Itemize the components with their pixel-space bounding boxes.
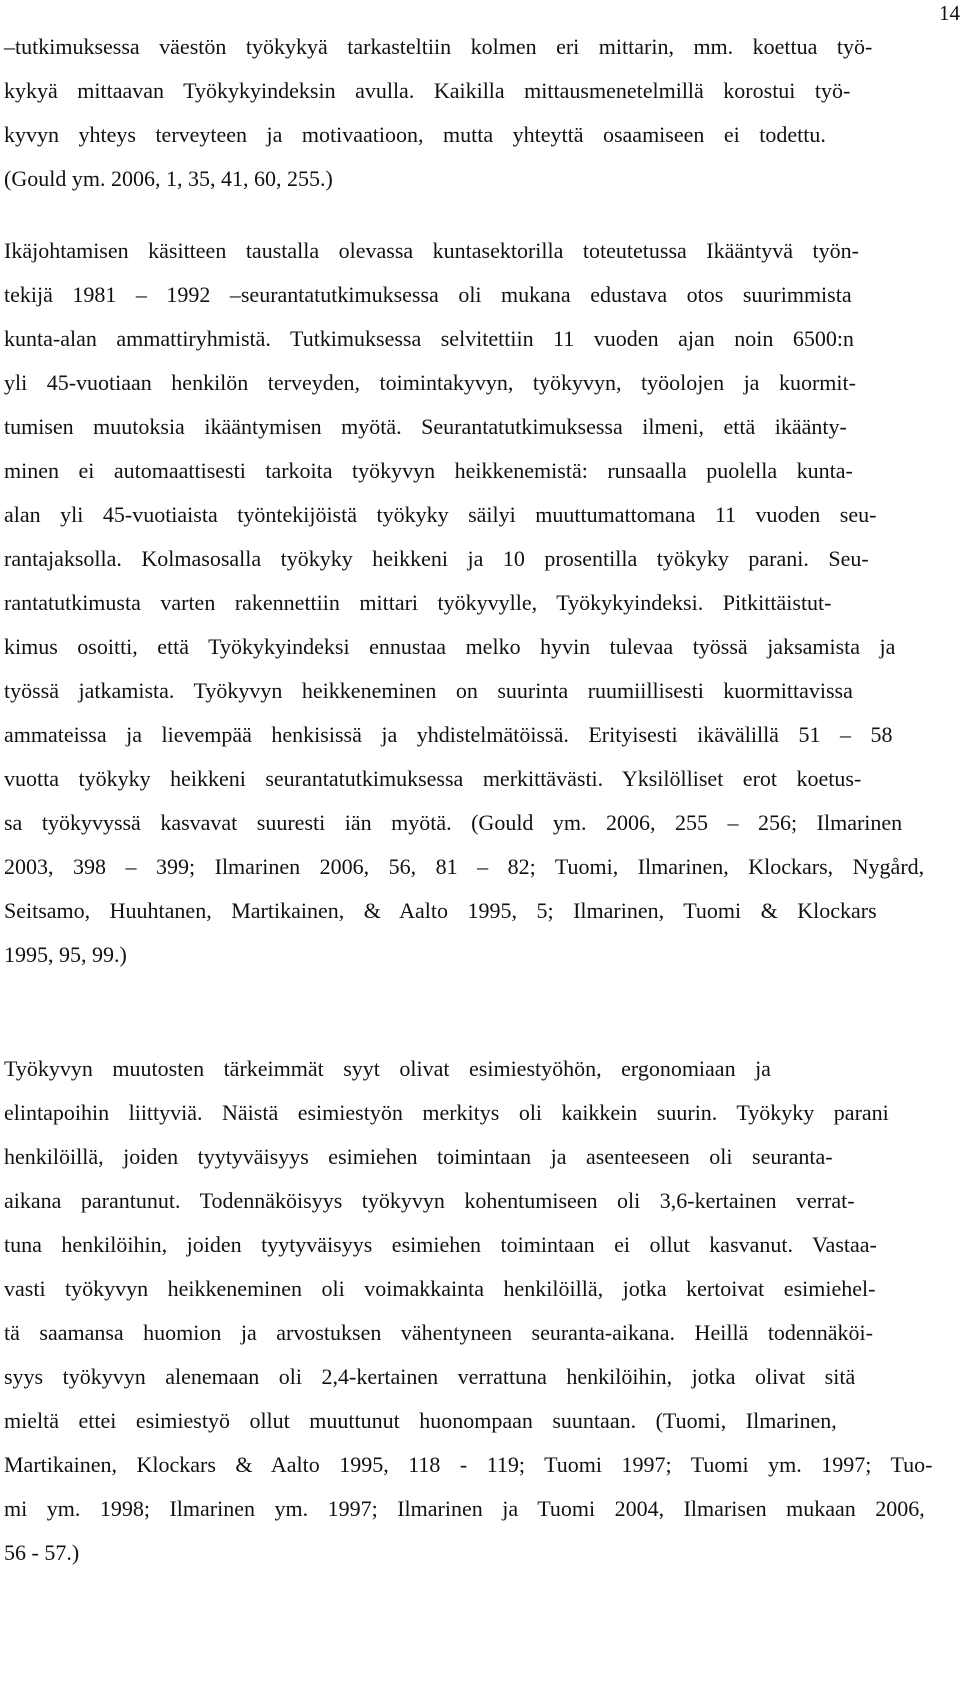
text-line: 1995, 95, 99.) xyxy=(4,942,127,967)
text-line: Seitsamo, Huuhtanen, Martikainen, & Aalto 1995, 5; Ilmarinen, Tuomi & Klockars xyxy=(4,898,877,923)
text-line: vuotta työkyky heikkeni seurantatutkimuksessa merkittävästi. Yksilölliset erot koetus- xyxy=(4,766,862,791)
text-line: mieltä ettei esimiestyö ollut muuttunut huonompaan suuntaan. (Tuomi, Ilmarinen, xyxy=(4,1408,837,1433)
text-line: työssä jatkamista. Työkyvyn heikkeneminen on suurinta ruumiillisesti kuormittavissa xyxy=(4,678,853,703)
page-number: 14 xyxy=(939,1,960,25)
text-line: rantatutkimusta varten rakennettiin mittari työkyvylle, Työkykyindeksi. Pitkittäistut- xyxy=(4,590,832,615)
paragraph-3 xyxy=(4,1047,932,1575)
text-line: kykyä mittaavan Työkykyindeksin avulla. Kaikilla mittausmenetelmillä korostui työ- xyxy=(4,78,851,103)
paragraph-1 xyxy=(4,25,872,201)
paragraph-2 xyxy=(4,229,924,977)
text-line: alan yli 45-vuotiaista työntekijöistä työkyky säilyi muuttumattomana 11 vuoden seu- xyxy=(4,502,877,527)
text-line: minen ei automaattisesti tarkoita työkyvyn heikkenemistä: runsaalla puolella kunta- xyxy=(4,458,853,483)
text-line: kimus osoitti, että Työkykyindeksi ennustaa melko hyvin tulevaa työssä jaksamista ja xyxy=(4,634,896,659)
text-line: syys työkyvyn alenemaan oli 2,4-kertainen verrattuna henkilöihin, jotka olivat sitä xyxy=(4,1364,856,1389)
text-line: kunta-alan ammattiryhmistä. Tutkimuksessa selvitettiin 11 vuoden ajan noin 6500:n xyxy=(4,326,854,351)
text-line: 2003, 398 – 399; Ilmarinen 2006, 56, 81 – 82; Tuomi, Ilmarinen, Klockars, Nygård, xyxy=(4,854,925,879)
text-line: sa työkyvyssä kasvavat suuresti iän myötä. (Gould ym. 2006, 255 – 256; Ilmarinen xyxy=(4,810,903,835)
text-line: vasti työkyvyn heikkeneminen oli voimakkainta henkilöillä, jotka kertoivat esimiehel- xyxy=(4,1276,876,1301)
text-line: yli 45-vuotiaan henkilön terveyden, toimintakyvyn, työkyvyn, työolojen ja kuormit- xyxy=(4,370,856,395)
text-line: ammateissa ja lievempää henkisissä ja yhdistelmätöissä. Erityisesti ikävälillä 51 – 58 xyxy=(4,722,893,747)
text-line: 56 - 57.) xyxy=(4,1540,80,1565)
text-line: Martikainen, Klockars & Aalto 1995, 118 - 119; Tuomi 1997; Tuomi ym. 1997; Tuo- xyxy=(4,1452,933,1477)
text-line: –tutkimuksessa väestön työkykyä tarkasteltiin kolmen eri mittarin, mm. koettua työ- xyxy=(4,34,873,59)
text-line: rantajaksolla. Kolmasosalla työkyky heikkeni ja 10 prosentilla työkyky parani. Seu- xyxy=(4,546,869,571)
text-line: kyvyn yhteys terveyteen ja motivaatioon, mutta yhteyttä osaamiseen ei todettu. xyxy=(4,122,826,147)
text-line: tumisen muutoksia ikääntymisen myötä. Seurantatutkimuksessa ilmeni, että ikäänty- xyxy=(4,414,847,439)
text-line: (Gould ym. 2006, 1, 35, 41, 60, 255.) xyxy=(4,166,333,191)
text-line: mi ym. 1998; Ilmarinen ym. 1997; Ilmarinen ja Tuomi 2004, Ilmarisen mukaan 2006, xyxy=(4,1496,925,1521)
text-line: elintapoihin liittyviä. Näistä esimiestyön merkitys oli kaikkein suurin. Työkyky parani xyxy=(4,1100,889,1125)
text-line: tuna henkilöihin, joiden tyytyväisyys esimiehen toimintaan ei ollut kasvanut. Vastaa- xyxy=(4,1232,877,1257)
text-line: henkilöillä, joiden tyytyväisyys esimiehen toimintaan ja asenteeseen oli seuranta- xyxy=(4,1144,833,1169)
text-line: tekijä 1981 – 1992 –seurantatutkimuksessa oli mukana edustava otos suurimmista xyxy=(4,282,852,307)
text-line: Työkyvyn muutosten tärkeimmät syyt olivat esimiestyöhön, ergonomiaan ja xyxy=(4,1056,771,1081)
text-line: tä saamansa huomion ja arvostuksen vähentyneen seuranta-aikana. Heillä todennäköi- xyxy=(4,1320,873,1345)
text-line: aikana parantunut. Todennäköisyys työkyvyn kohentumiseen oli 3,6-kertainen verrat- xyxy=(4,1188,855,1213)
text-line: Ikäjohtamisen käsitteen taustalla olevassa kuntasektorilla toteutetussa Ikääntyvä työn- xyxy=(4,238,859,263)
